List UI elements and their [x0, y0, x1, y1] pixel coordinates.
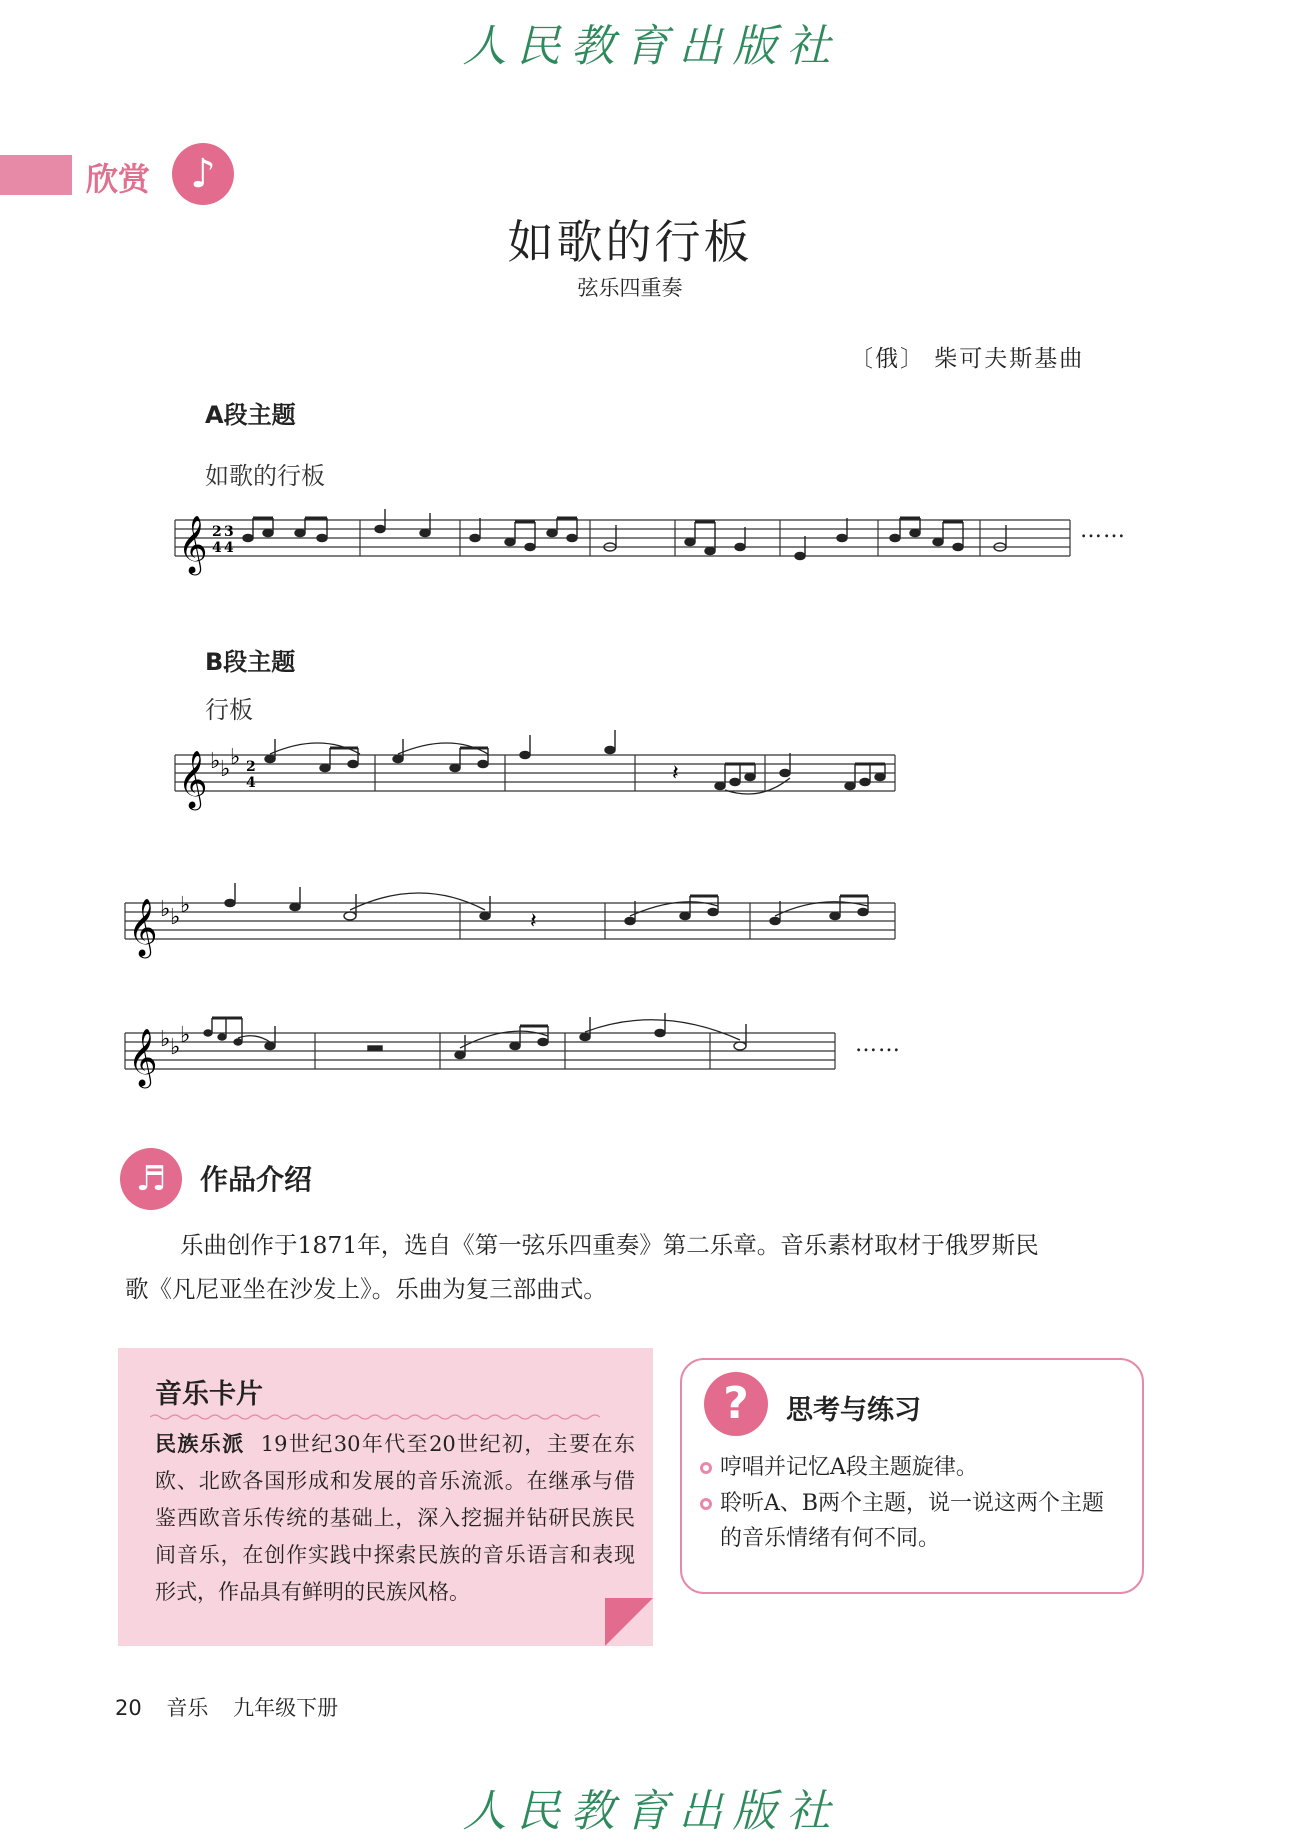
- section-label: 欣赏: [86, 160, 151, 198]
- svg-text:𝄞: 𝄞: [128, 1028, 158, 1086]
- footer-grade: 九年级下册: [233, 1696, 339, 1720]
- question-icon: ?: [704, 1372, 768, 1436]
- svg-text:𝄞: 𝄞: [178, 515, 208, 573]
- theme-b-tempo: 行板: [205, 696, 253, 724]
- scroll-icon: ♬: [120, 1148, 182, 1210]
- svg-text:♭: ♭: [180, 893, 191, 918]
- theme-a-ellipsis: ……: [1080, 518, 1126, 543]
- card-term: 民族乐派: [155, 1432, 245, 1456]
- bullet-icon: [700, 1498, 712, 1510]
- intro-paragraph-line2: 歌《凡尼亚坐在沙发上》。乐曲为复三部曲式。: [125, 1275, 607, 1303]
- svg-text:♭: ♭: [160, 897, 171, 922]
- think-item: 哼唱并记忆A段主题旋律。: [700, 1450, 1130, 1485]
- page-footer: [115, 1692, 356, 1722]
- think-heading: 思考与练习: [786, 1395, 921, 1426]
- svg-text:2: 2: [212, 524, 222, 540]
- intro-paragraph-line1: 乐曲创作于1871年，选自《第一弦乐四重奏》第二乐章。音乐素材取材于俄罗斯民: [180, 1231, 1039, 1259]
- svg-text:2: 2: [246, 759, 256, 775]
- music-note-icon: ♪: [172, 143, 234, 205]
- piece-title: 如歌的行板: [507, 215, 753, 269]
- svg-text:♭: ♭: [210, 749, 221, 774]
- footer-subject: 音乐: [166, 1696, 209, 1720]
- svg-text:♭: ♭: [180, 1023, 191, 1048]
- svg-text:4: 4: [224, 540, 234, 556]
- svg-text:𝄞: 𝄞: [128, 898, 158, 956]
- theme-b-staff-2: [120, 888, 900, 958]
- svg-text:𝄞: 𝄞: [178, 750, 208, 808]
- publisher-logo-bottom: 人民教育出版社: [462, 1786, 841, 1837]
- theme-b-heading: B段主题: [205, 648, 296, 676]
- svg-text:♭: ♭: [230, 745, 241, 770]
- bullet-icon: [700, 1462, 712, 1474]
- svg-text:♭: ♭: [160, 1027, 171, 1052]
- svg-text:♭: ♭: [220, 757, 231, 782]
- svg-text:𝄽: 𝄽: [672, 761, 679, 786]
- card-body: [155, 1426, 635, 1611]
- publisher-logo-top: 人民教育出版社: [462, 21, 841, 72]
- theme-b-staff-1: [170, 740, 900, 810]
- svg-text:4: 4: [212, 540, 222, 556]
- svg-text:♭: ♭: [170, 1035, 181, 1060]
- page-number: 20: [115, 1696, 142, 1720]
- svg-text:4: 4: [246, 775, 256, 791]
- piece-subtitle: 弦乐四重奏: [577, 276, 683, 300]
- section-tab-bar: [0, 155, 72, 195]
- theme-a-tempo: 如歌的行板: [205, 462, 325, 490]
- svg-text:♭: ♭: [170, 905, 181, 930]
- card-divider: [150, 1413, 605, 1421]
- card-heading: 音乐卡片: [155, 1379, 263, 1410]
- theme-a-heading: A段主题: [205, 401, 296, 429]
- card-text: 19世纪30年代至20世纪初，主要在东欧、北欧各国形成和发展的音乐流派。在继承与借鉴西欧音乐传统的基础上，深入挖掘并钻研民族民间音乐，在创作实践中探索民族的音乐语言和表现形式，作品具有鲜明的民族风格。: [155, 1432, 636, 1604]
- theme-b-ellipsis: ……: [855, 1032, 901, 1057]
- theme-b-staff-3: [120, 1018, 860, 1088]
- composer-credit: 〔俄〕 柴可夫斯基曲: [850, 346, 1085, 372]
- think-item: 聆听A、B两个主题，说一说这两个主题的音乐情绪有何不同。: [700, 1486, 1130, 1556]
- intro-heading: 作品介绍: [200, 1163, 313, 1196]
- theme-a-staff: [170, 505, 1070, 575]
- svg-text:3: 3: [224, 524, 234, 540]
- svg-text:𝄽: 𝄽: [530, 909, 537, 934]
